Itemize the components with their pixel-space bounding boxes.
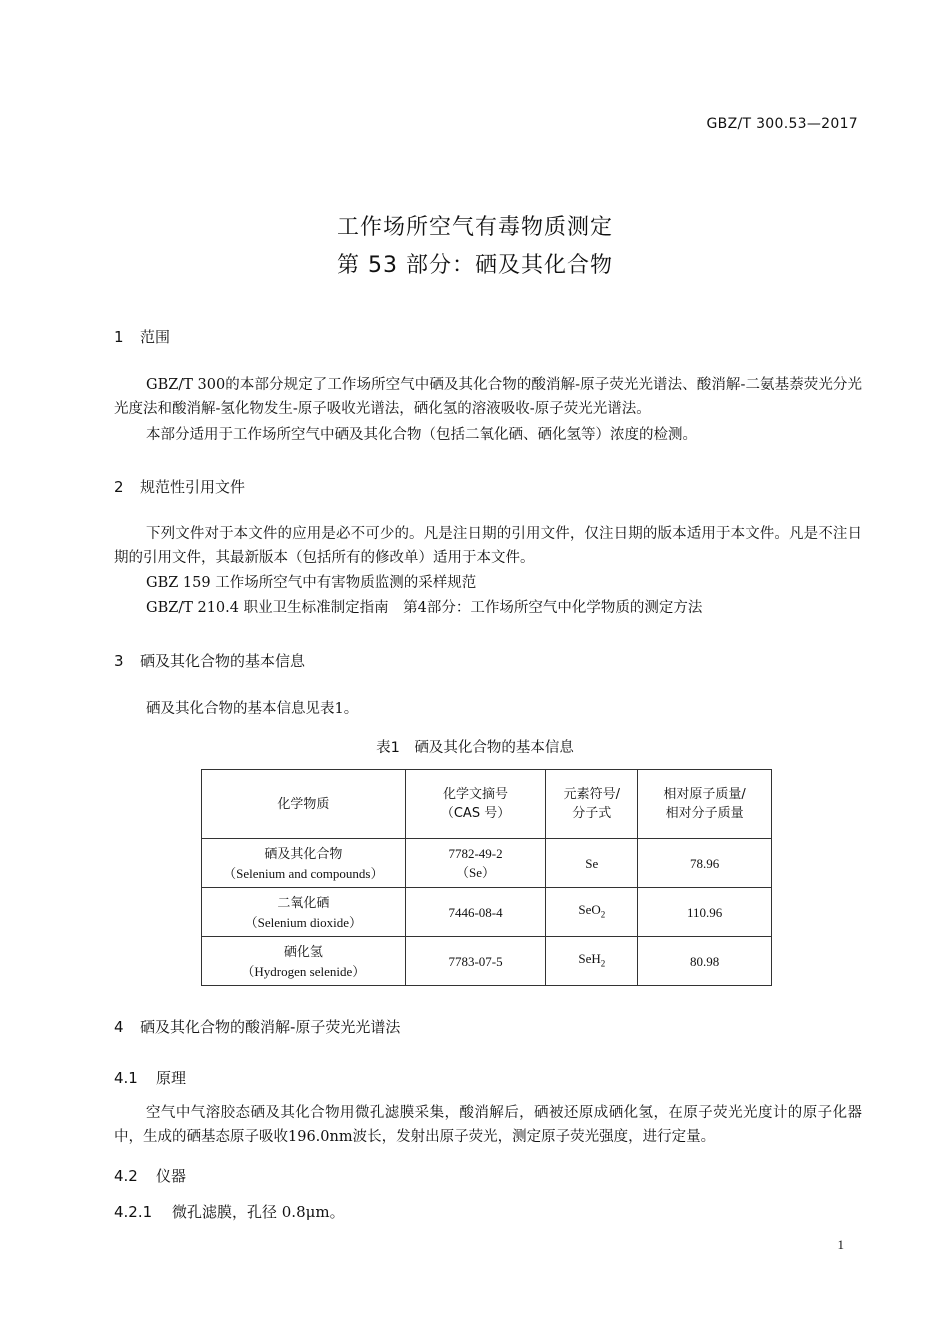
section-3-paragraph: 硒及其化合物的基本信息见表1。 [146,701,359,717]
table-caption: 表1 硒及其化合物的基本信息 [376,740,574,756]
section-4-2-1 [114,1201,345,1222]
cell-name [202,888,406,937]
section-number: 4.1 [114,1069,138,1087]
cas-number: 7783-07-5 [448,953,503,969]
cell-name [202,839,406,888]
section-1-heading [114,326,170,347]
section-1-paragraph-1: GBZ/T 300的本部分规定了工作场所空气中硒及其化合物的酸消解-原子荧光光谱法、酸消解-二氨基萘荧光分光光度法和酸消解-氢化物发生-原子吸收光谱法，硒化氢的溶液吸收-原子荧光光谱法。 [114,377,862,417]
header-mass-line2: 相对分子质量 [665,806,744,821]
section-4-1-paragraph: 空气中气溶胶态硒及其化合物用微孔滤膜采集，酸消解后，硒被还原成硒化氢，在原子荧光光度计的原子化器中，生成的硒基态原子吸收196.0nm波长，发射出原子荧光，测定原子荧光强度，进行定量。 [114,1105,862,1145]
section-3-heading [114,650,305,671]
header-cas [405,770,546,839]
page-number: 1 [837,1237,844,1252]
document-title: 工作场所空气有毒物质测定 [336,215,613,240]
table-row [202,839,772,888]
header-mass [638,770,772,839]
formula: SeH [578,950,601,966]
standard-code: GBZ/T 300.53—2017 [706,116,858,132]
section-1-paragraph-2: 本部分适用于工作场所空气中硒及其化合物（包括二氧化硒、硒化氢等）浓度的检测。 [146,427,697,443]
section-2-heading [114,476,245,497]
section-title: 硒及其化合物的酸消解-原子荧光光谱法 [140,1018,401,1036]
section-number: 4 [114,1018,124,1036]
section-2-paragraph-1: 下列文件对于本文件的应用是必不可少的。凡是注日期的引用文件，仅注日期的版本适用于本文件。凡是不注日期的引用文件，其最新版本（包括所有的修改单）适用于本文件。 [114,526,862,566]
section-4-2-heading [114,1165,186,1186]
cell-formula [546,839,638,888]
cell-formula [546,888,638,937]
section-title: 硒及其化合物的基本信息 [140,652,306,670]
section-number: 2 [114,478,124,496]
cas-number: 7782-49-2 [448,846,503,861]
header-cas-line2: （CAS 号） [440,806,511,821]
section-title: 规范性引用文件 [140,478,246,496]
section-4-heading [114,1016,400,1037]
cell-cas [405,888,546,937]
header-formula [546,770,638,839]
section-4-1-heading [114,1067,186,1088]
name-en: （Selenium dioxide） [244,914,362,930]
section-number: 1 [114,328,124,346]
section-title: 仪器 [156,1167,187,1185]
header-mass-line1: 相对原子质量/ [663,787,746,802]
section-title: 原理 [156,1069,187,1087]
cell-name [202,937,406,986]
header-formula-line2: 分子式 [572,806,612,821]
document-subtitle: 第 53 部分：硒及其化合物 [337,253,613,278]
section-text: 微孔滤膜，孔径 0.8μm。 [172,1203,345,1221]
section-number: 3 [114,652,124,670]
name-cn: 二氧化硒 [277,895,330,911]
name-en: （Selenium and compounds） [223,865,384,881]
name-cn: 硒及其化合物 [264,846,343,862]
formula: Se [585,855,599,871]
cell-cas [405,839,546,888]
section-number: 4.2.1 [114,1203,153,1221]
cell-mass: 78.96 [638,839,772,888]
table-row [202,888,772,937]
section-title: 范围 [140,328,171,346]
name-en: （Hydrogen selenide） [241,963,366,979]
basic-info-table [201,769,772,986]
cell-cas [405,937,546,986]
cell-mass: 80.98 [638,937,772,986]
cas-number: 7446-08-4 [448,904,503,920]
header-cas-line1: 化学文摘号 [443,787,509,802]
normative-reference-1: GBZ 159 工作场所空气中有害物质监测的采样规范 [146,575,477,591]
table-row [202,937,772,986]
formula: SeO [578,901,601,917]
cell-mass: 110.96 [638,888,772,937]
cell-formula [546,937,638,986]
section-number: 4.2 [114,1167,138,1185]
formula-subscript: 2 [600,958,606,969]
name-cn: 硒化氢 [283,944,323,960]
normative-reference-2: GBZ/T 210.4 职业卫生标准制定指南 第4部分：工作场所空气中化学物质的测定方法 [146,600,703,616]
table-header-row [202,770,772,839]
header-chemical: 化学物质 [202,770,406,839]
header-formula-line1: 元素符号/ [563,787,620,802]
formula-subscript: 2 [600,909,606,920]
cas-note: （Se） [456,865,496,880]
